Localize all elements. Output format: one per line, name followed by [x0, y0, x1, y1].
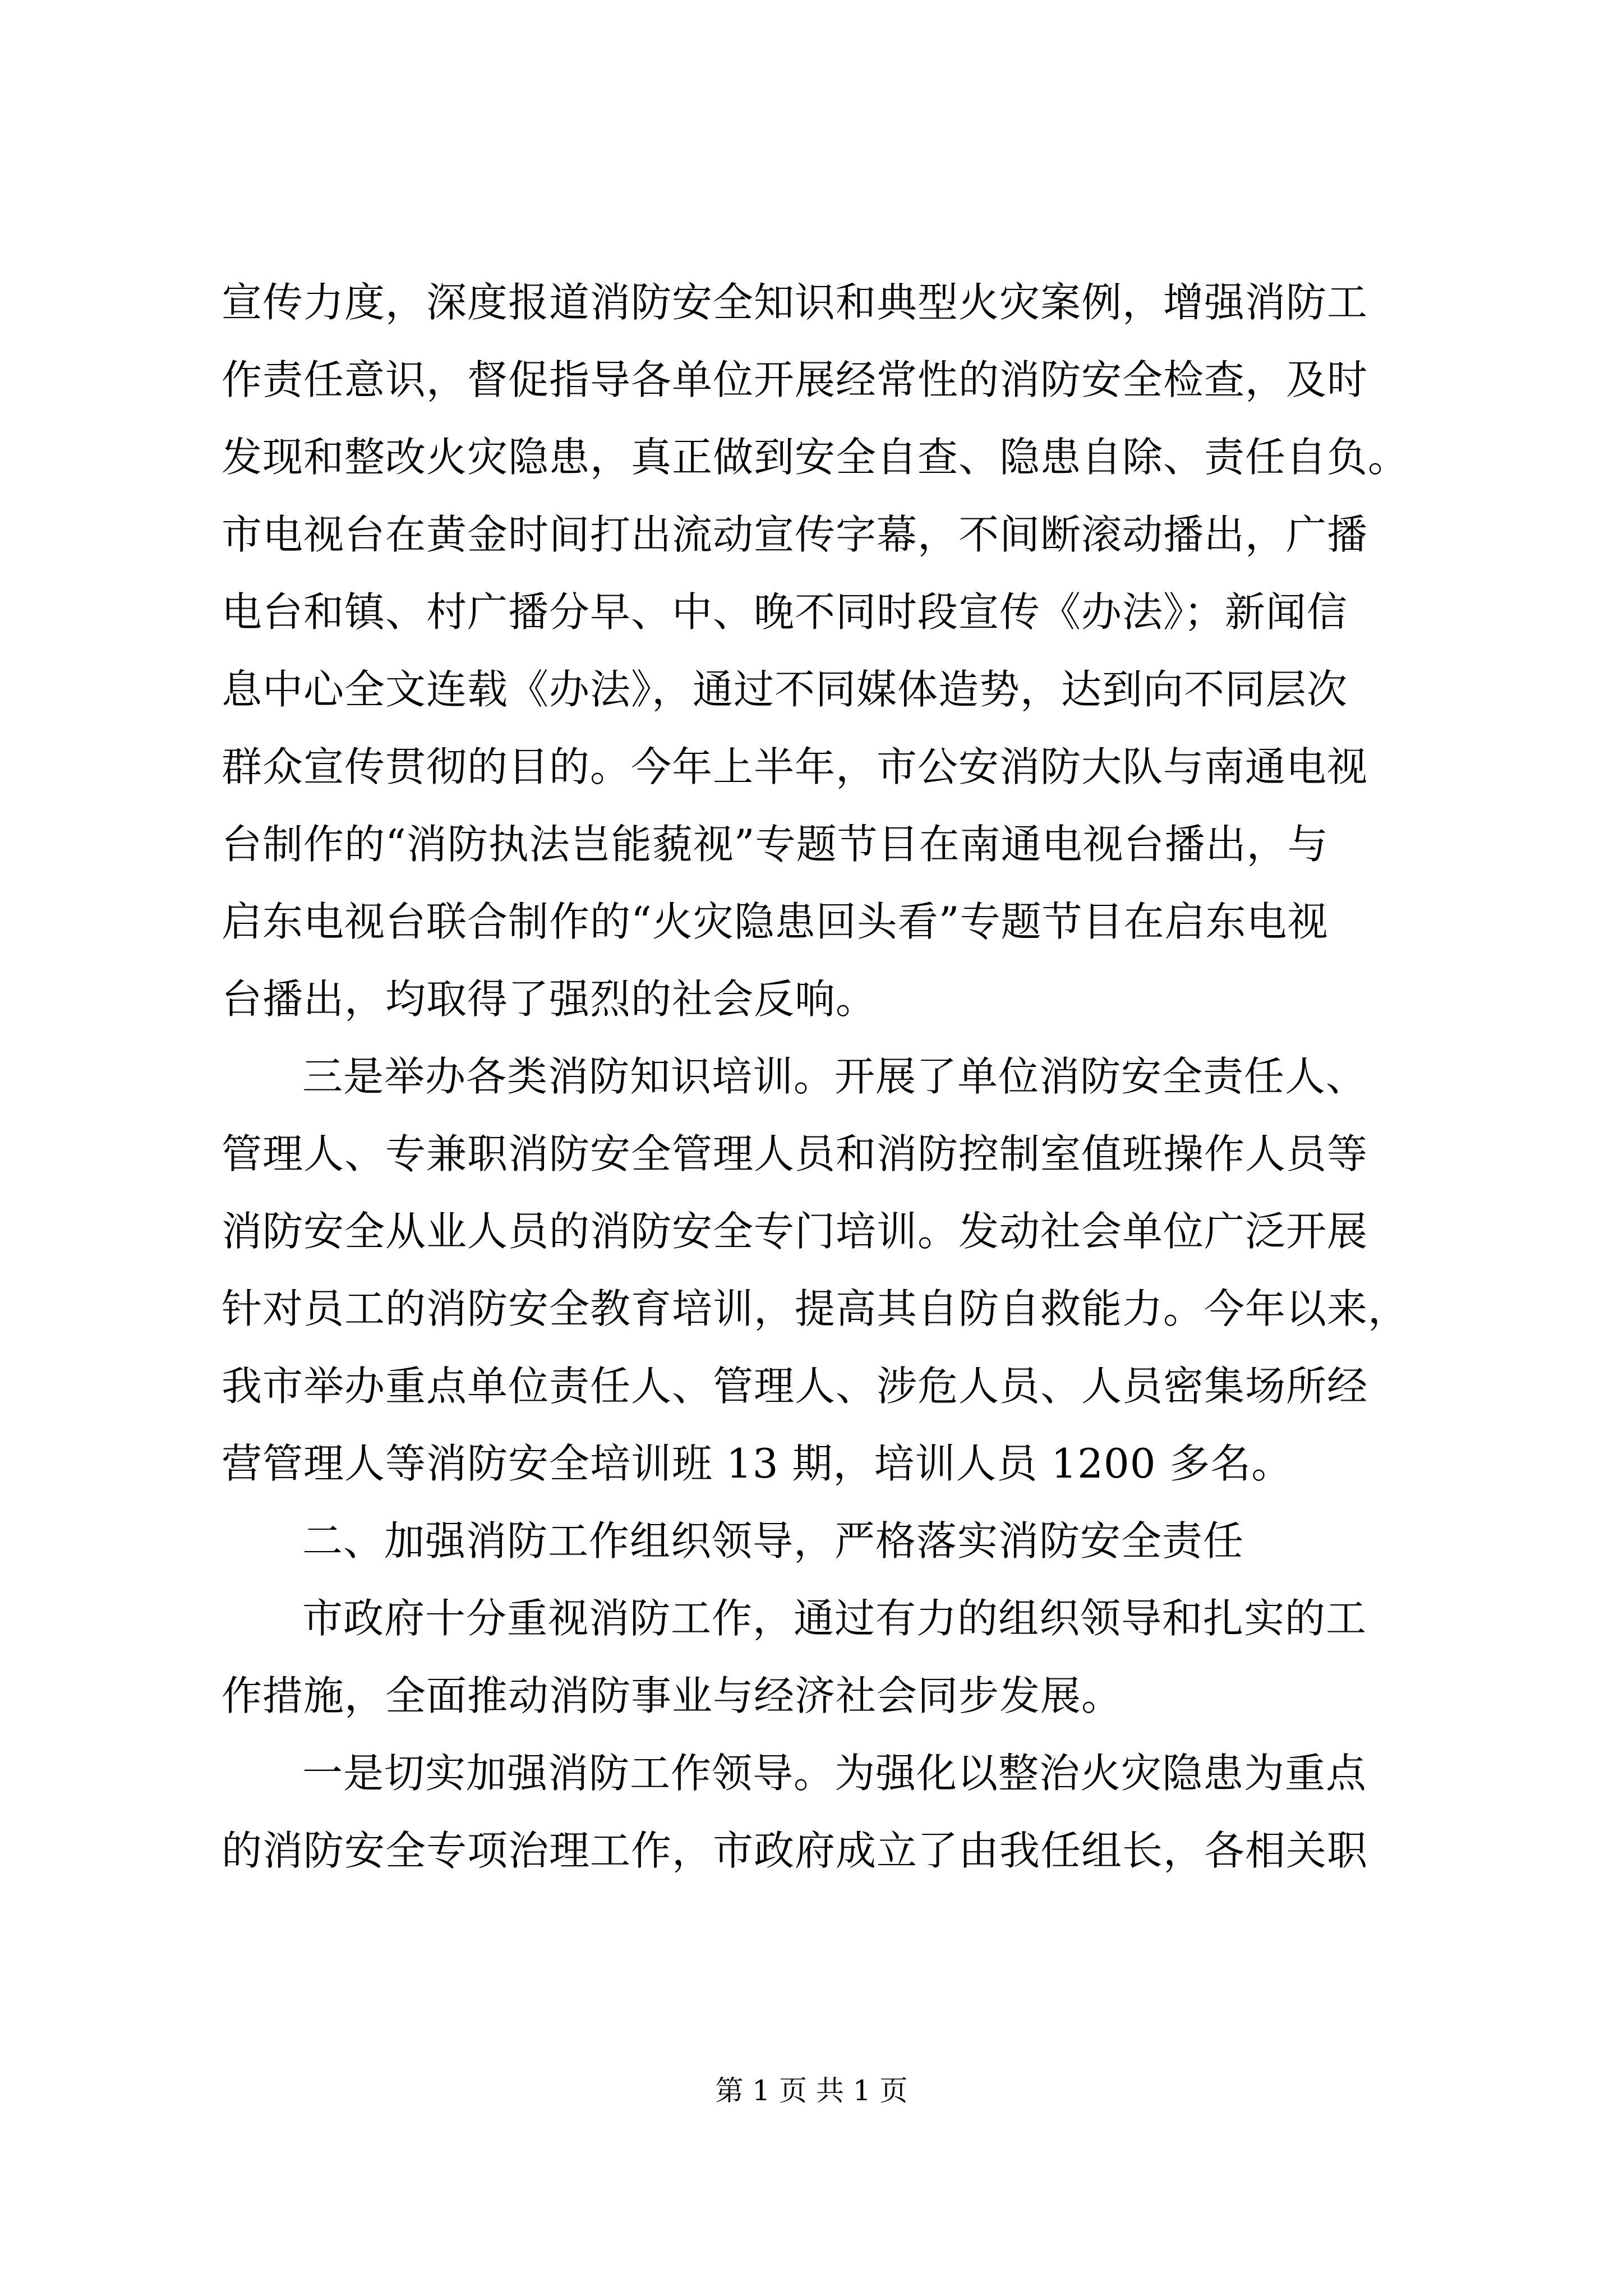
text-line: 作责任意识，督促指导各单位开展经常性的消防安全检查，及时	[222, 356, 1368, 403]
text-line: 电台和镇、村广播分早、中、晚不同时段宣传《办法》；新闻信	[222, 588, 1348, 636]
text-line: 我市举办重点单位责任人、管理人、涉危人员、人员密集场所经	[222, 1363, 1368, 1410]
text-line: 息中心全文连载《办法》，通过不同媒体造势，达到向不同层次	[222, 666, 1348, 713]
text-line: 市电视台在黄金时间打出流动宣传字幕，不间断滚动播出，广播	[222, 511, 1368, 558]
text-line: 三是举办各类消防知识培训。开展了单位消防安全责任人、	[302, 1053, 1367, 1100]
text-line: 台制作的“消防执法岂能藐视”专题节目在南通电视台播出，与	[222, 821, 1329, 868]
text-line: 启东电视台联合制作的“火灾隐患回头看”专题节目在启东电视	[222, 898, 1329, 945]
text-line: 群众宣传贯彻的目的。今年上半年，市公安消防大队与南通电视	[222, 743, 1368, 790]
text-line: 一是切实加强消防工作领导。为强化以整治火灾隐患为重点	[302, 1750, 1367, 1797]
text-line: 管理人、专兼职消防安全管理人员和消防控制室值班操作人员等	[222, 1130, 1368, 1177]
document-body	[222, 264, 1433, 1889]
text-line: 市政府十分重视消防工作，通过有力的组织领导和扎实的工	[302, 1595, 1367, 1642]
text-line: 作措施，全面推动消防事业与经济社会同步发展。	[222, 1672, 1123, 1719]
text-line: 发现和整改火灾隐患，真正做到安全自查、隐患自除、责任自负。	[222, 434, 1409, 481]
text-line: 宣传力度，深度报道消防安全知识和典型火灾案例，增强消防工	[222, 279, 1368, 326]
text-line: 营管理人等消防安全培训班 13 期，培训人员 1200 多名。	[222, 1440, 1293, 1487]
text-line: 的消防安全专项治理工作，市政府成立了由我任组长，各相关职	[222, 1827, 1368, 1874]
page-footer: 第 1 页 共 1 页	[715, 2074, 908, 2107]
text-line: 台播出，均取得了强烈的社会反响。	[222, 976, 877, 1023]
text-line: 针对员工的消防安全教育培训，提高其自防自救能力。今年以来，	[222, 1285, 1409, 1332]
text-line: 二、加强消防工作组织领导，严格落实消防安全责任	[302, 1517, 1244, 1565]
text-line: 消防安全从业人员的消防安全专门培训。发动社会单位广泛开展	[222, 1208, 1368, 1255]
